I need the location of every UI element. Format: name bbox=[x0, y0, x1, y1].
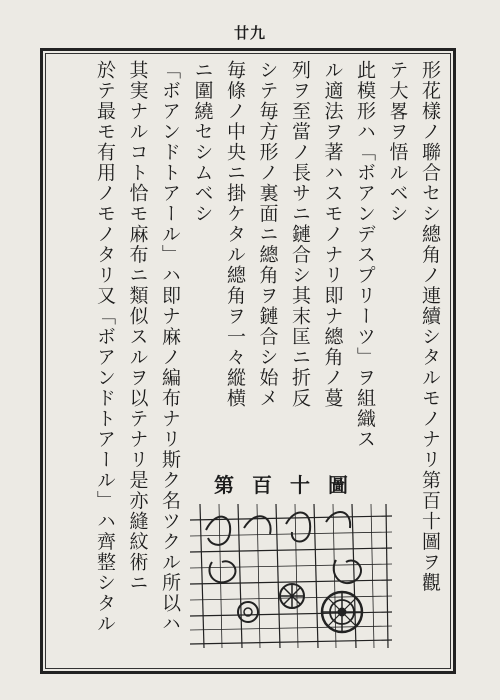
lace-illustration bbox=[186, 500, 396, 650]
text-column: 毎條ノ中央ニ掛ケタル總角ヲ一々縱横 bbox=[224, 60, 246, 409]
text-column: 其実ナルコト恰モ麻布ニ類似スルヲ以テナリ是亦縫紋術ニ bbox=[126, 60, 149, 593]
net-grid bbox=[190, 504, 392, 648]
text-column: 於テ最モ有用ノモノタリ又「ボアンドトアール」ハ齊整シタル bbox=[94, 60, 116, 634]
wheel-ornaments bbox=[238, 584, 362, 632]
text-column: 列ヲ至當ノ長サニ鏈合シ其末匡ニ折反 bbox=[289, 60, 311, 409]
text-column: ニ圍繞セシムベシ bbox=[191, 60, 214, 224]
figure-caption: 第百十圖 bbox=[214, 473, 366, 497]
page-number: 廿九 bbox=[233, 24, 266, 42]
text-column: 「ボアンドトアール」ハ即ナ麻ノ編布ナリ斯ク名ツクル所以ハ bbox=[159, 60, 181, 634]
text-column: ル適法ヲ著ハスモノナリ即ナ總角ノ蔓 bbox=[321, 60, 344, 409]
cord-loops bbox=[206, 512, 361, 583]
text-column: 形花樣ノ聯合セシ總角ノ連續シタルモノナリ第百十圖ヲ觀 bbox=[419, 60, 441, 593]
text-column: テ大畧ヲ悟ルベシ bbox=[386, 60, 409, 224]
text-column: シテ毎方形ノ裏面ニ總角ヲ鏈合シ始メ bbox=[256, 60, 279, 409]
text-column: 此模形ハ「ボアンデスプリーツ」ヲ組織ス bbox=[354, 60, 376, 450]
